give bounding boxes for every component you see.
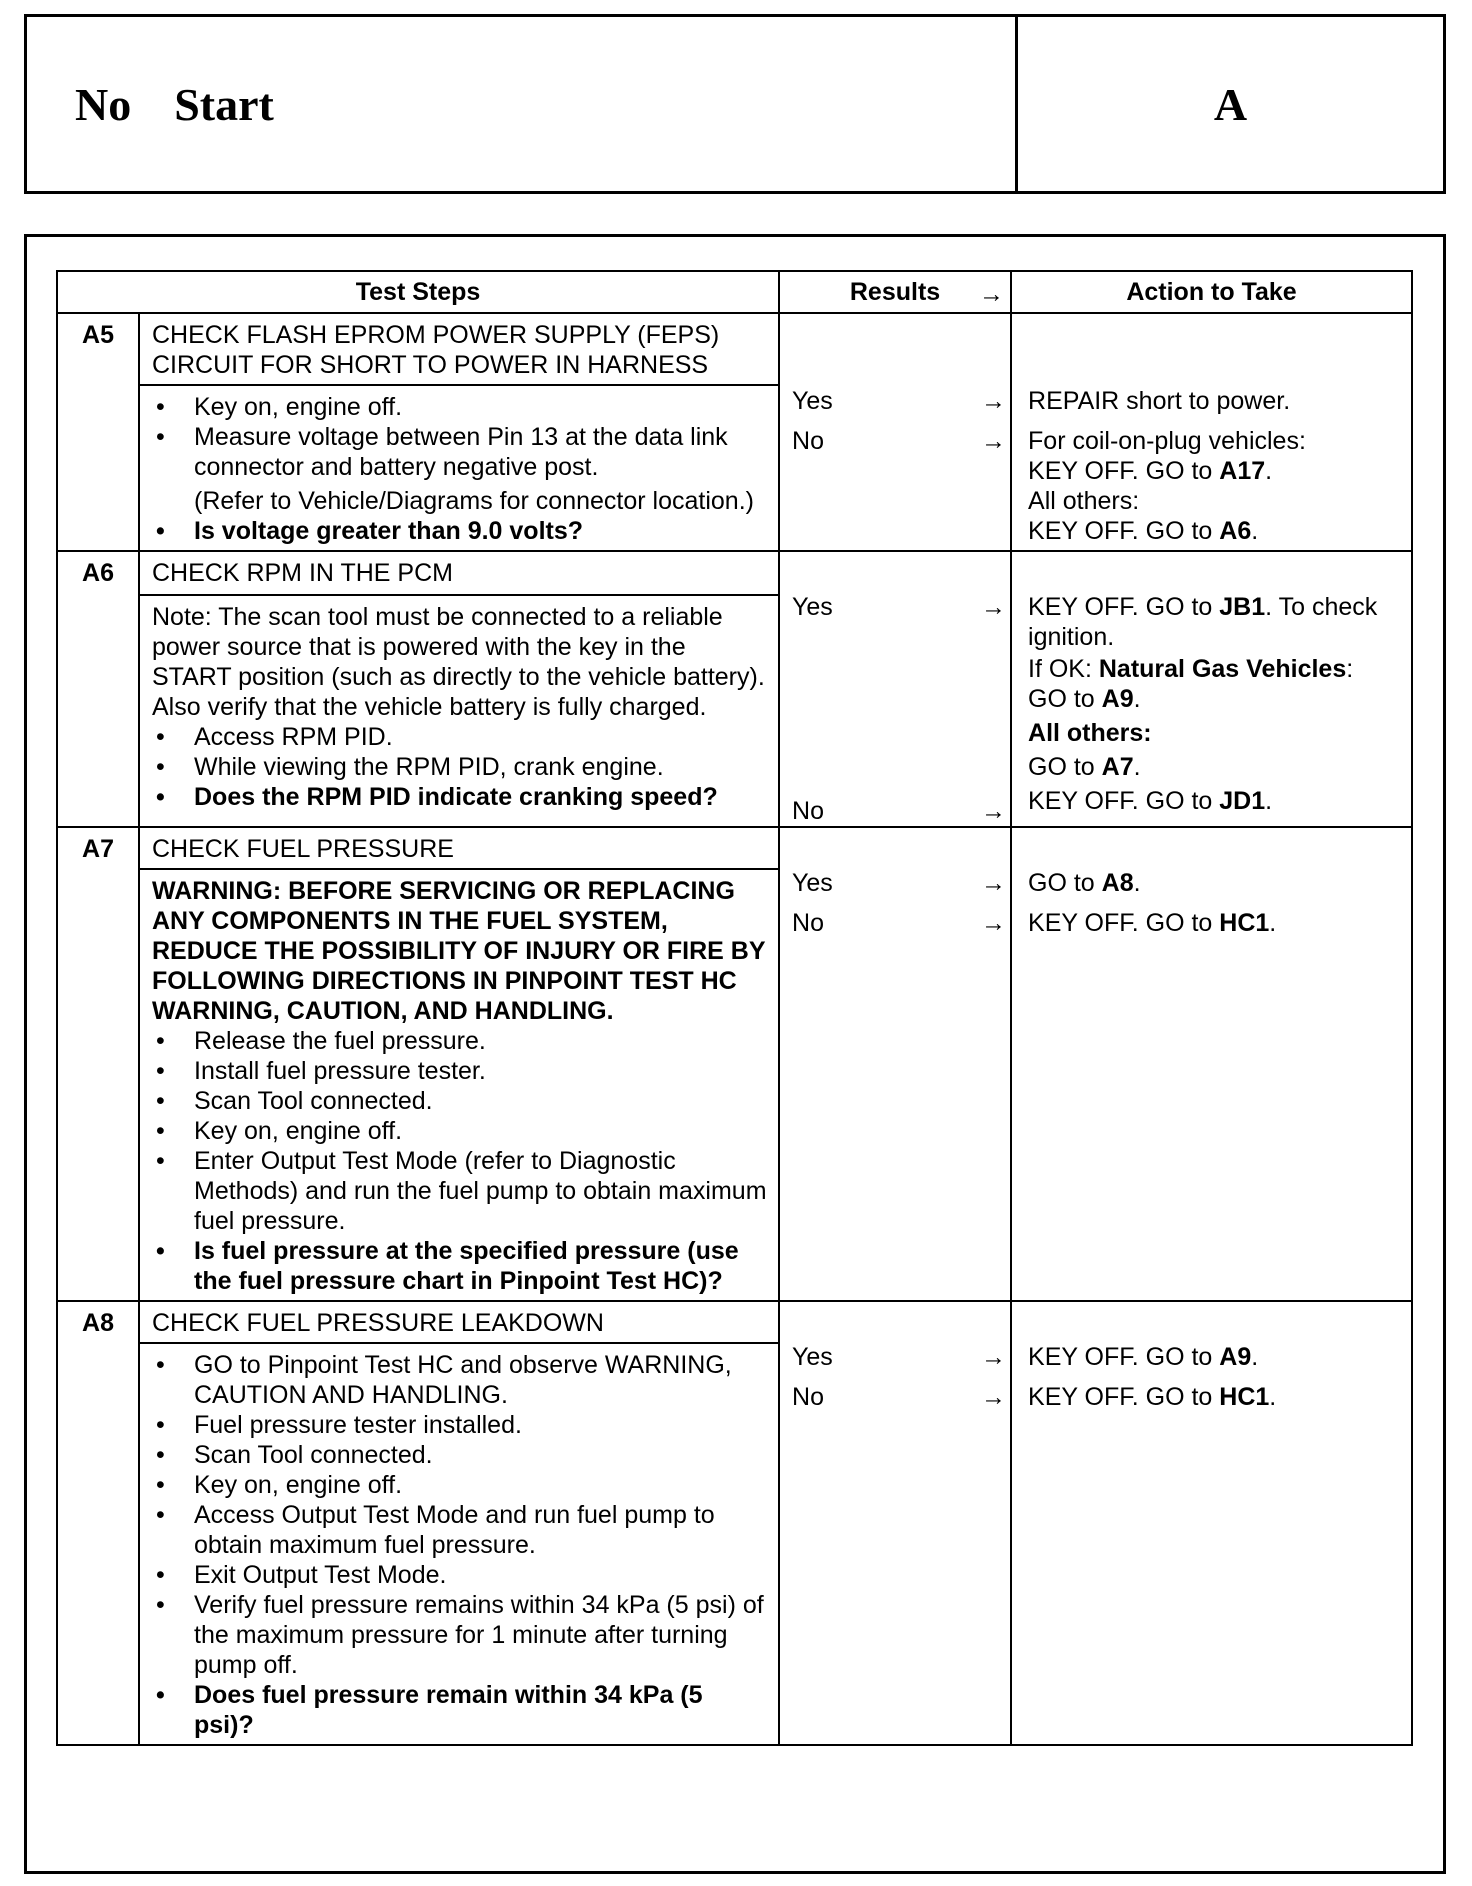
- arrow-right-icon: →: [981, 593, 1007, 621]
- goto-link[interactable]: A8: [1101, 869, 1134, 897]
- arrow-right-icon: →: [979, 280, 1005, 308]
- result-no: No →: [792, 797, 1007, 825]
- list-item: • Install fuel pressure tester.: [152, 1056, 768, 1086]
- step-question: • Is fuel pressure at the specified pressure (use the fuel pressure chart in Pinpoint Test HC)?: [152, 1236, 768, 1296]
- list-item: • Key on, engine off.: [152, 1116, 768, 1146]
- result-no: No →: [792, 1383, 1007, 1411]
- step-a6-results: [779, 551, 1011, 827]
- col-test-steps: Test Steps: [57, 271, 779, 313]
- action-yes-line5: GO to A7.: [1028, 753, 1141, 781]
- step-title: CHECK FUEL PRESSURE LEAKDOWN: [139, 1301, 779, 1343]
- step-id: A7: [57, 827, 139, 869]
- arrow-right-icon: →: [981, 797, 1007, 825]
- step-id: A8: [57, 1301, 139, 1343]
- col-action: Action to Take: [1011, 271, 1412, 313]
- goto-link[interactable]: A7: [1101, 753, 1134, 781]
- warning-text: WARNING: BEFORE SERVICING OR REPLACING ANY COMPONENTS IN THE FUEL SYSTEM, REDUCE THE POSSIBILITY OF INJURY OR FIRE BY FOLLOWING DIRECTIONS IN PINPOINT TEST HC WARNING, CAUTION, AND HANDLING.: [152, 877, 766, 1025]
- step-question: • Does the RPM PID indicate cranking speed?: [152, 782, 768, 812]
- action-no: KEY OFF. GO to HC1.: [1028, 909, 1277, 937]
- action-no-line4: KEY OFF. GO to A6.: [1028, 517, 1259, 545]
- step-a6-title-row: [57, 551, 1412, 595]
- goto-link[interactable]: HC1: [1219, 909, 1270, 937]
- step-a5-body: [139, 385, 779, 551]
- page-title: No Start: [75, 78, 274, 130]
- step-id: A6: [57, 551, 139, 595]
- step-title: CHECK RPM IN THE PCM: [139, 551, 779, 595]
- step-a8-actions: [1011, 1301, 1412, 1745]
- refer-note: (Refer to Vehicle/Diagrams for connector location.): [194, 487, 754, 515]
- arrow-right-icon: →: [981, 387, 1007, 415]
- list-item: • Access RPM PID.: [152, 722, 768, 752]
- action-yes-line4: All others:: [1028, 719, 1152, 747]
- arrow-right-icon: →: [981, 869, 1007, 897]
- goto-link[interactable]: A9: [1101, 685, 1134, 713]
- step-a7-body: [139, 869, 779, 1301]
- table-header-row: [57, 271, 1412, 313]
- action-yes: REPAIR short to power.: [1028, 387, 1291, 415]
- action-yes: KEY OFF. GO to A9.: [1028, 1343, 1259, 1371]
- step-question: • Is voltage greater than 9.0 volts?: [152, 516, 768, 546]
- list-item: • Exit Output Test Mode.: [152, 1560, 768, 1590]
- action-no-line2: KEY OFF. GO to A17.: [1028, 457, 1273, 485]
- action-yes-line2: If OK: Natural Gas Vehicles:: [1028, 655, 1354, 683]
- list-item: • Key on, engine off.: [152, 392, 768, 422]
- list-item: • Measure voltage between Pin 13 at the data link connector and battery negative post.: [152, 422, 768, 482]
- step-a5-title-row: [57, 313, 1412, 385]
- list-item: • Enter Output Test Mode (refer to Diagnostic Methods) and run the fuel pump to obtain maximum fuel pressure.: [152, 1146, 768, 1236]
- step-title: CHECK FUEL PRESSURE: [139, 827, 779, 869]
- step-a5-actions: [1011, 313, 1412, 551]
- step-a6-actions: [1011, 551, 1412, 827]
- test-steps-table: [56, 270, 1413, 1746]
- result-no: No →: [792, 427, 1007, 455]
- step-question: • Does fuel pressure remain within 34 kPa (5 psi)?: [152, 1680, 768, 1740]
- col-results: [779, 271, 1011, 313]
- goto-link[interactable]: JB1: [1219, 593, 1266, 621]
- section-code: A: [1213, 78, 1248, 130]
- result-yes: Yes →: [792, 869, 1007, 897]
- goto-link[interactable]: A6: [1219, 517, 1252, 545]
- result-yes: Yes →: [792, 593, 1007, 621]
- step-note: Note: The scan tool must be connected to a reliable power source that is powered with the key in the START position (such as directly to the vehicle battery). Also verify that the vehicle battery is fully charged.: [152, 602, 765, 721]
- step-a7-actions: [1011, 827, 1412, 1301]
- arrow-right-icon: →: [981, 909, 1007, 937]
- list-item: • Scan Tool connected.: [152, 1086, 768, 1116]
- list-item: • Access Output Test Mode and run fuel pump to obtain maximum fuel pressure.: [152, 1500, 768, 1560]
- step-a8-body: [139, 1343, 779, 1745]
- arrow-right-icon: →: [981, 1383, 1007, 1411]
- step-title: CHECK FLASH EPROM POWER SUPPLY (FEPS) CIRCUIT FOR SHORT TO POWER IN HARNESS: [139, 313, 779, 385]
- action-yes-line1: KEY OFF. GO to JB1. To check ignition.: [1028, 593, 1378, 651]
- result-yes: Yes →: [792, 387, 1007, 415]
- action-no-line3: All others:: [1028, 487, 1140, 515]
- result-yes: Yes →: [792, 1343, 1007, 1371]
- arrow-right-icon: →: [981, 1343, 1007, 1371]
- goto-link[interactable]: A17: [1219, 457, 1266, 485]
- action-no: KEY OFF. GO to JD1.: [1028, 787, 1273, 815]
- step-id: A5: [57, 313, 139, 385]
- list-item: • Release the fuel pressure.: [152, 1026, 768, 1056]
- step-a7-title-row: [57, 827, 1412, 869]
- result-no: No →: [792, 909, 1007, 937]
- list-item: • Key on, engine off.: [152, 1470, 768, 1500]
- step-a8-title-row: [57, 1301, 1412, 1343]
- list-item: • Verify fuel pressure remains within 34 kPa (5 psi) of the maximum pressure for 1 minute after turning pump off.: [152, 1590, 768, 1680]
- action-no: KEY OFF. GO to HC1.: [1028, 1383, 1277, 1411]
- goto-link[interactable]: HC1: [1219, 1383, 1270, 1411]
- step-a6-body: [139, 595, 779, 827]
- step-a8-results: [779, 1301, 1011, 1745]
- list-item: • While viewing the RPM PID, crank engine.: [152, 752, 768, 782]
- list-item: • GO to Pinpoint Test HC and observe WARNING, CAUTION AND HANDLING.: [152, 1350, 768, 1410]
- step-a7-results: [779, 827, 1011, 1301]
- action-yes: GO to A8.: [1028, 869, 1141, 897]
- goto-link[interactable]: JD1: [1219, 787, 1266, 815]
- page-header: [24, 14, 1446, 194]
- action-no-line1: For coil-on-plug vehicles:: [1028, 427, 1306, 455]
- action-yes-line3: GO to A9.: [1028, 685, 1141, 713]
- list-item: • Fuel pressure tester installed.: [152, 1410, 768, 1440]
- goto-link[interactable]: A9: [1219, 1343, 1252, 1371]
- arrow-right-icon: →: [981, 427, 1007, 455]
- col-results-label: Results: [849, 278, 941, 306]
- header-code-cell: [1018, 17, 1443, 191]
- header-title-cell: [27, 17, 1018, 191]
- list-item: • Scan Tool connected.: [152, 1440, 768, 1470]
- step-a5-results: [779, 313, 1011, 551]
